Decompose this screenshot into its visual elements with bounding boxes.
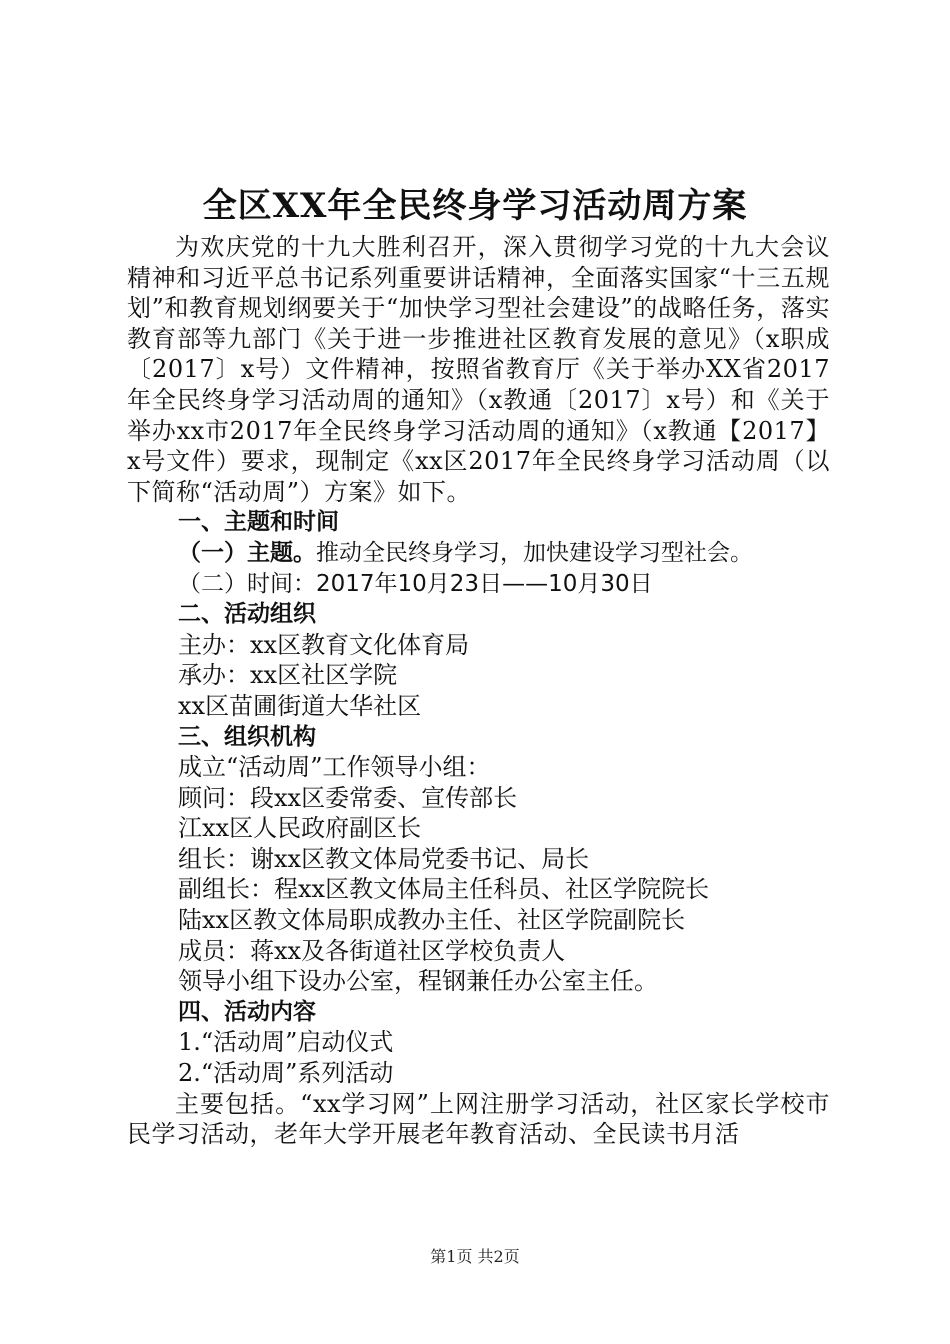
content-line: 2.“活动周”系列活动 (178, 1059, 394, 1088)
structure-line: 陆xx区教文体局职成教办主任、社区学院副院长 (178, 906, 686, 935)
content-paragraph: 主要包括。“xx学习网”上网注册学习活动，社区家长学校市民学习活动，老年大学开展老年教育活动、全民读书月活 (127, 1089, 830, 1149)
section-heading-organization: 二、活动组织 (178, 601, 316, 628)
structure-line: 江xx区人民政府副区长 (178, 814, 422, 843)
structure-line: 组长：谢xx区教文体局党委书记、局长 (178, 844, 590, 873)
page-footer: 第1页 共2页 (430, 1247, 520, 1266)
undertaker-line: 承办：xx区社区学院 (178, 661, 398, 690)
intro-paragraph: 为欢庆党的十九大胜利召开，深入贯彻学习党的十九大会议精神和习近平总书记系列重要讲话精神，全面落实国家“十三五规划”和教育规划纲要关于“加快学习型社会建设”的战略任务，落实教育部等九部门《关于进一步推进社区教育发展的意见》（x职成〔2017〕x号）文件精神，按照省教育厅《关于举办XX省2017年全民终身学习活动周的通知》（x教通〔2017〕x号）和《关于举办xx市2017年全民终身学习活动周的通知》（x教通【2017】x号文件）要求，现制定《xx区2017年全民终身学习活动周（以下简称“活动周”）方案》如下。 (127, 233, 830, 506)
organizer-line: 主办：xx区教育文化体育局 (178, 630, 470, 659)
theme-label: （一）主题。 (178, 539, 316, 566)
section-heading-structure: 三、组织机构 (178, 723, 316, 750)
document-body (127, 232, 830, 1150)
document-title: 全区XX年全民终身学习活动周方案 (202, 186, 748, 226)
theme-text: 推动全民终身学习，加快建设学习型社会。 (316, 539, 753, 566)
structure-line: 成立“活动周”工作领导小组： (178, 753, 491, 782)
time-line: （二）时间：2017年10月23日——10月30日 (178, 570, 653, 597)
structure-line: 领导小组下设办公室，程钢兼任办公室主任。 (178, 967, 658, 996)
content-line: 1.“活动周”启动仪式 (178, 1028, 394, 1057)
co-undertaker-line: xx区苗圃街道大华社区 (178, 691, 422, 720)
section-heading-theme-time: 一、主题和时间 (178, 509, 339, 536)
structure-line: 顾问：段xx区委常委、宣传部长 (178, 783, 518, 812)
structure-line: 成员：蒋xx及各街道社区学校负责人 (178, 936, 566, 965)
structure-line: 副组长：程xx区教文体局主任科员、社区学院院长 (178, 875, 710, 904)
section-heading-content: 四、活动内容 (178, 998, 316, 1025)
theme-line (127, 538, 830, 569)
